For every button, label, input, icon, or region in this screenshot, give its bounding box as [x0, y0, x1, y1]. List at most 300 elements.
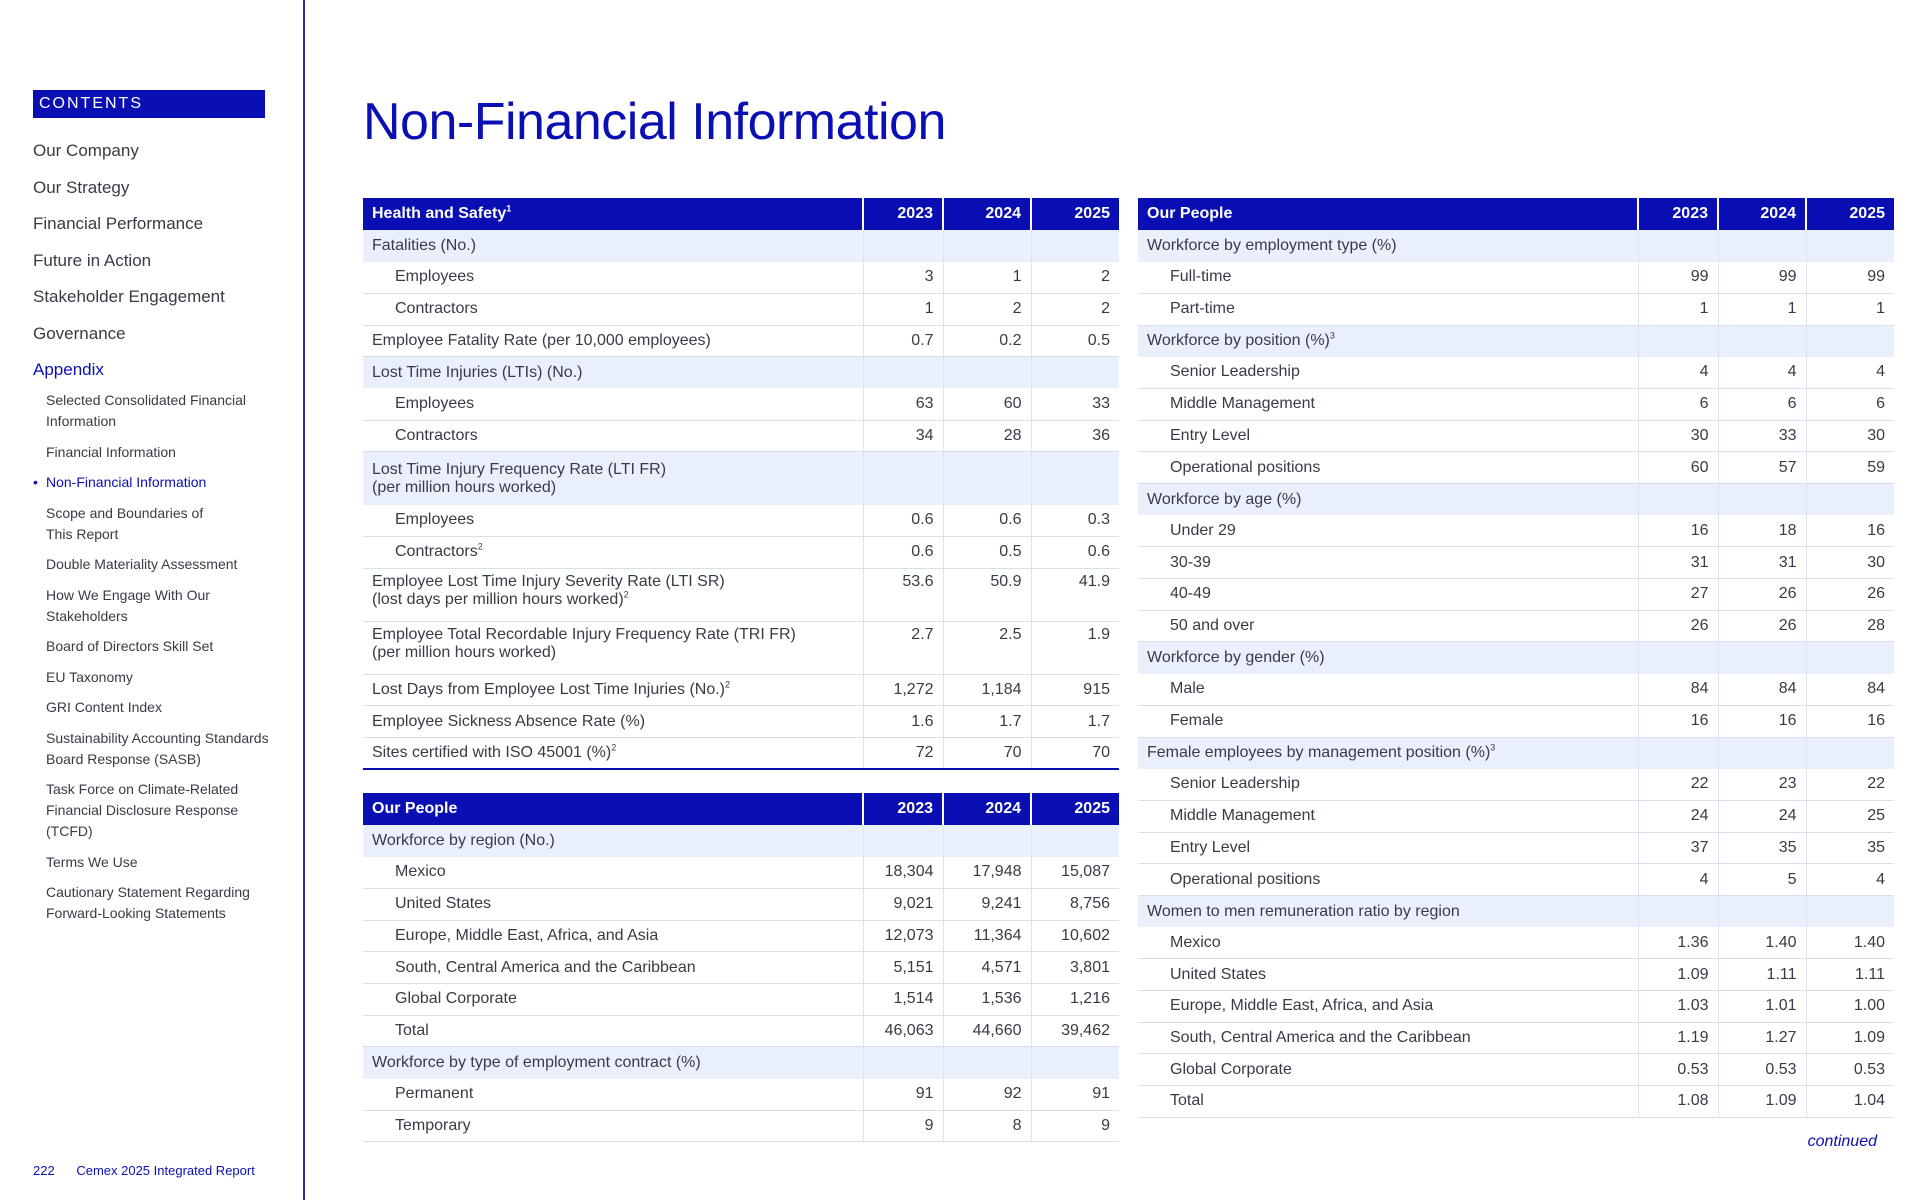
table-title-text: Our People — [372, 800, 458, 817]
current-page-bullet-icon: • — [33, 474, 38, 490]
table-row — [1138, 769, 1894, 801]
footnote-marker: 3 — [1329, 330, 1335, 341]
section-row — [1138, 325, 1894, 357]
value-cell: 26 — [1638, 610, 1718, 642]
year-header: 2023 — [863, 198, 943, 230]
nav-sub-item-cautionary-statement[interactable]: Cautionary Statement Regarding Forward-Looking Statements — [46, 884, 250, 921]
table-row — [363, 983, 1119, 1015]
table-row — [1138, 1086, 1894, 1118]
row-label — [1138, 864, 1638, 896]
value-cell: 50.9 — [943, 568, 1031, 621]
value-cell: 27 — [1638, 579, 1718, 611]
value-cell: 84 — [1806, 674, 1894, 706]
header-row — [363, 198, 1119, 230]
row-label-text: Female — [1170, 712, 1224, 730]
value-cell: 31 — [1638, 547, 1718, 579]
value-cell — [1806, 484, 1894, 516]
nav-sub-item-sasb[interactable]: Sustainability Accounting Standards Board Response (SASB) — [46, 729, 269, 767]
value-cell: 22 — [1638, 769, 1718, 801]
value-cell: 70 — [943, 738, 1031, 770]
table-row — [363, 325, 1119, 357]
row-label-text: United States — [395, 895, 492, 913]
value-cell — [1718, 484, 1806, 516]
row-label — [1138, 452, 1638, 484]
footnote-marker: 2 — [611, 742, 617, 753]
section-row — [1138, 642, 1894, 674]
year-header: 2023 — [863, 793, 943, 825]
value-cell: 0.53 — [1718, 1054, 1806, 1086]
value-cell: 18 — [1718, 515, 1806, 547]
value-cell — [1031, 1047, 1119, 1079]
value-cell: 3,801 — [1031, 952, 1119, 984]
value-cell: 9 — [1031, 1110, 1119, 1142]
value-cell — [863, 230, 943, 262]
value-cell: 44,660 — [943, 1015, 1031, 1047]
row-label-text: Global Corporate — [395, 990, 517, 1008]
row-label-text: Fatalities (No.) — [372, 236, 477, 254]
row-label — [363, 674, 863, 706]
row-label — [363, 388, 863, 420]
value-cell: 0.5 — [1031, 325, 1119, 357]
row-label-text: Lost Time Injury Frequency Rate (LTI FR) — [372, 460, 667, 478]
value-cell: 0.53 — [1638, 1054, 1718, 1086]
value-cell: 37 — [1638, 832, 1718, 864]
row-label — [363, 825, 863, 857]
value-cell — [1806, 895, 1894, 927]
row-label-text: Full-time — [1170, 268, 1232, 286]
value-cell — [1031, 452, 1119, 505]
row-label-text: Employees — [395, 511, 475, 529]
value-cell: 6 — [1806, 388, 1894, 420]
row-label-text: United States — [1170, 965, 1267, 983]
footnote-marker: 2 — [725, 679, 731, 690]
year-header: 2025 — [1806, 198, 1894, 230]
value-cell — [943, 825, 1031, 857]
section-row — [1138, 737, 1894, 769]
nav-item-financial-performance[interactable]: Financial Performance — [33, 214, 204, 233]
value-cell: 1.11 — [1718, 959, 1806, 991]
table-row — [1138, 991, 1894, 1023]
value-cell: 2 — [1031, 262, 1119, 294]
section-row — [1138, 230, 1894, 262]
value-cell: 23 — [1718, 769, 1806, 801]
table-row — [1138, 705, 1894, 737]
nav-sub-item-financial-information[interactable]: Financial Information — [46, 443, 176, 460]
value-cell: 99 — [1806, 262, 1894, 294]
nav-sub-item-non-financial-information[interactable] — [33, 472, 296, 493]
row-label-text: Contractors — [395, 543, 478, 561]
row-label-text: Total — [395, 1021, 429, 1039]
value-cell: 10,602 — [1031, 920, 1119, 952]
row-label — [363, 568, 863, 621]
row-label-subtext: (per million hours worked) — [372, 643, 557, 661]
row-label — [363, 357, 863, 389]
year-header: 2024 — [943, 198, 1031, 230]
row-label — [1138, 547, 1638, 579]
value-cell: 22 — [1806, 769, 1894, 801]
value-cell: 1 — [943, 262, 1031, 294]
value-cell: 3 — [863, 262, 943, 294]
nav-item-our-company[interactable]: Our Company — [33, 141, 139, 160]
value-cell: 1,536 — [943, 983, 1031, 1015]
value-cell: 34 — [863, 420, 943, 452]
value-cell — [863, 825, 943, 857]
row-label-text: Total — [1170, 1092, 1204, 1110]
table-header — [363, 793, 1119, 825]
nav-sub-item-board-skill-set[interactable]: Board of Directors Skill Set — [46, 638, 214, 654]
value-cell: 4 — [1718, 357, 1806, 389]
value-cell: 30 — [1806, 547, 1894, 579]
value-cell — [1638, 484, 1718, 516]
value-cell: 1 — [863, 293, 943, 325]
value-cell: 15,087 — [1031, 857, 1119, 889]
row-label-text: Permanent — [395, 1085, 474, 1103]
value-cell: 18,304 — [863, 857, 943, 889]
table-row — [363, 1079, 1119, 1111]
value-cell — [1718, 895, 1806, 927]
row-label-text: Workforce by position (%) — [1147, 332, 1330, 350]
value-cell: 0.3 — [1031, 505, 1119, 537]
table-row — [1138, 674, 1894, 706]
value-cell: 1 — [1806, 293, 1894, 325]
value-cell: 26 — [1718, 579, 1806, 611]
value-cell: 915 — [1031, 674, 1119, 706]
value-cell: 70 — [1031, 738, 1119, 770]
table-row — [1138, 864, 1894, 896]
row-label-text: Male — [1170, 680, 1205, 698]
row-label-text: 30-39 — [1170, 553, 1211, 571]
continued-label: continued — [1807, 1133, 1877, 1150]
value-cell: 2 — [1031, 293, 1119, 325]
row-label — [1138, 832, 1638, 864]
row-label-text: Employees — [395, 395, 475, 413]
value-cell: 6 — [1718, 388, 1806, 420]
value-cell: 1.27 — [1718, 1022, 1806, 1054]
row-label — [363, 1079, 863, 1111]
row-label-text: Employees — [395, 268, 475, 286]
row-label-text: Employee Sickness Absence Rate (%) — [372, 712, 646, 730]
row-label-text: South, Central America and the Caribbean — [395, 958, 696, 976]
row-label — [363, 1015, 863, 1047]
value-cell: 1.04 — [1806, 1086, 1894, 1118]
nav-item-our-strategy[interactable]: Our Strategy — [33, 177, 130, 197]
footnote-marker: 1 — [506, 203, 512, 214]
table-row — [363, 1015, 1119, 1047]
value-cell — [1718, 230, 1806, 262]
table-row — [1138, 610, 1894, 642]
value-cell: 28 — [1806, 610, 1894, 642]
value-cell: 5,151 — [863, 952, 943, 984]
table-row — [1138, 293, 1894, 325]
nav-item-appendix[interactable]: Appendix — [33, 360, 104, 379]
value-cell — [1638, 642, 1718, 674]
footnote-marker: 2 — [623, 589, 629, 600]
table-row — [363, 420, 1119, 452]
value-cell — [1718, 642, 1806, 674]
value-cell: 0.53 — [1806, 1054, 1894, 1086]
value-cell: 30 — [1806, 420, 1894, 452]
table-body — [363, 825, 1119, 1142]
nav-item-governance[interactable]: Governance — [33, 323, 126, 343]
value-cell — [1031, 230, 1119, 262]
nav-item-future-in-action[interactable]: Future in Action — [33, 250, 152, 270]
value-cell — [943, 452, 1031, 505]
table-row — [363, 920, 1119, 952]
row-label-text: Europe, Middle East, Africa, and Asia — [1170, 997, 1434, 1015]
value-cell: 1 — [1718, 293, 1806, 325]
table-title — [1138, 198, 1638, 230]
row-label-text: Workforce by employment type (%) — [1147, 236, 1397, 254]
contents-label[interactable]: CONTENTS — [33, 90, 265, 118]
table-row — [1138, 1022, 1894, 1054]
row-label — [1138, 579, 1638, 611]
row-label — [1138, 769, 1638, 801]
table-title-text: Health and Safety — [372, 205, 507, 222]
row-label-text: Female employees by management position (%) — [1147, 744, 1491, 762]
table-title-text: Our People — [1147, 205, 1233, 222]
value-cell — [1718, 737, 1806, 769]
row-label-text: Employee Lost Time Injury Severity Rate (LTI SR) — [372, 572, 725, 590]
value-cell: 99 — [1638, 262, 1718, 294]
year-header: 2023 — [1638, 198, 1718, 230]
row-label — [1138, 991, 1638, 1023]
value-cell: 9,021 — [863, 888, 943, 920]
value-cell: 57 — [1718, 452, 1806, 484]
value-cell: 1.7 — [1031, 706, 1119, 738]
table-row — [363, 293, 1119, 325]
table-row — [363, 706, 1119, 738]
table-row — [363, 888, 1119, 920]
row-label-text: Entry Level — [1170, 426, 1251, 444]
row-label — [363, 293, 863, 325]
value-cell: 0.2 — [943, 325, 1031, 357]
row-label — [1138, 357, 1638, 389]
row-label — [1138, 1086, 1638, 1118]
value-cell: 33 — [1031, 388, 1119, 420]
table-row — [1138, 579, 1894, 611]
row-label-text: Operational positions — [1170, 870, 1321, 888]
value-cell: 2.7 — [863, 621, 943, 674]
value-cell: 11,364 — [943, 920, 1031, 952]
table-row — [363, 505, 1119, 537]
value-cell: 30 — [1638, 420, 1718, 452]
row-label-text: Europe, Middle East, Africa, and Asia — [395, 926, 659, 944]
value-cell: 35 — [1806, 832, 1894, 864]
sidebar — [0, 0, 305, 1200]
value-cell: 1.6 — [863, 706, 943, 738]
value-cell: 6 — [1638, 388, 1718, 420]
value-cell: 17,948 — [943, 857, 1031, 889]
row-label — [363, 452, 863, 505]
row-label-text: Contractors — [395, 426, 478, 444]
value-cell: 91 — [863, 1079, 943, 1111]
report-name: Cemex 2025 Integrated Report — [76, 1163, 255, 1178]
nav-sub-item-double-materiality[interactable]: Double Materiality Assessment — [46, 556, 238, 572]
value-cell: 2 — [943, 293, 1031, 325]
table-row — [1138, 927, 1894, 959]
table-row — [363, 388, 1119, 420]
row-label — [1138, 420, 1638, 452]
year-header: 2025 — [1031, 198, 1119, 230]
value-cell: 99 — [1718, 262, 1806, 294]
table-header — [363, 198, 1119, 230]
nav-main — [33, 138, 293, 394]
value-cell: 24 — [1638, 800, 1718, 832]
value-cell: 16 — [1638, 705, 1718, 737]
value-cell — [1718, 325, 1806, 357]
table-row — [1138, 452, 1894, 484]
value-cell: 28 — [943, 420, 1031, 452]
value-cell: 41.9 — [1031, 568, 1119, 621]
row-label-text: South, Central America and the Caribbean — [1170, 1029, 1471, 1047]
value-cell: 63 — [863, 388, 943, 420]
value-cell: 4 — [1638, 357, 1718, 389]
our-people-table-right — [1138, 198, 1894, 1118]
value-cell: 8 — [943, 1110, 1031, 1142]
row-label — [1138, 388, 1638, 420]
row-label-text: Workforce by type of employment contract (%) — [372, 1053, 701, 1071]
value-cell: 0.6 — [1031, 537, 1119, 569]
row-label — [363, 621, 863, 674]
nav-sub-item-selected-financial[interactable]: Selected Consolidated Financial Information — [46, 392, 247, 429]
value-cell: 53.6 — [863, 568, 943, 621]
row-label — [363, 706, 863, 738]
row-label-text: Mexico — [395, 863, 446, 881]
value-cell: 1.09 — [1718, 1086, 1806, 1118]
table-body — [363, 230, 1119, 769]
row-label — [1138, 230, 1638, 262]
value-cell: 1,514 — [863, 983, 943, 1015]
value-cell: 1.7 — [943, 706, 1031, 738]
value-cell: 9,241 — [943, 888, 1031, 920]
row-label-text: Part-time — [1170, 300, 1235, 318]
row-label — [363, 505, 863, 537]
table-row — [363, 674, 1119, 706]
value-cell — [1806, 325, 1894, 357]
value-cell — [1638, 325, 1718, 357]
value-cell: 1 — [1638, 293, 1718, 325]
row-label-text: Under 29 — [1170, 521, 1236, 539]
value-cell: 4 — [1638, 864, 1718, 896]
table-header — [1138, 198, 1894, 230]
value-cell — [943, 230, 1031, 262]
row-label — [363, 983, 863, 1015]
value-cell: 0.6 — [943, 505, 1031, 537]
row-label — [1138, 1054, 1638, 1086]
value-cell: 1.08 — [1638, 1086, 1718, 1118]
nav-sub-item-engage-stakeholders[interactable]: How We Engage With Our Stakeholders — [46, 586, 210, 624]
value-cell: 36 — [1031, 420, 1119, 452]
value-cell: 92 — [943, 1079, 1031, 1111]
header-row — [1138, 198, 1894, 230]
table-row — [1138, 800, 1894, 832]
row-label — [363, 857, 863, 889]
value-cell — [1806, 737, 1894, 769]
value-cell: 4,571 — [943, 952, 1031, 984]
value-cell — [863, 1047, 943, 1079]
value-cell: 12,073 — [863, 920, 943, 952]
section-row — [363, 825, 1119, 857]
footnote-marker: 2 — [477, 542, 483, 553]
row-label — [1138, 515, 1638, 547]
row-label-text: Entry Level — [1170, 838, 1251, 856]
table-row — [363, 738, 1119, 770]
value-cell — [943, 1047, 1031, 1079]
nav-item-stakeholder-engagement[interactable]: Stakeholder Engagement — [33, 287, 225, 306]
row-label-text: 50 and over — [1170, 617, 1255, 635]
value-cell: 1,184 — [943, 674, 1031, 706]
row-label — [363, 920, 863, 952]
value-cell: 1.40 — [1806, 927, 1894, 959]
value-cell: 1.03 — [1638, 991, 1718, 1023]
row-label — [363, 738, 863, 770]
row-label — [363, 1110, 863, 1142]
row-label-text: Workforce by region (No.) — [372, 831, 555, 849]
health-safety-table — [363, 198, 1119, 770]
table-body — [1138, 230, 1894, 1117]
row-label — [363, 1047, 863, 1079]
row-label — [1138, 293, 1638, 325]
row-label — [1138, 959, 1638, 991]
row-label-text: Employee Fatality Rate (per 10,000 employees) — [372, 331, 711, 349]
row-label-text: Middle Management — [1170, 395, 1315, 413]
nav-sub-item-terms[interactable]: Terms We Use — [46, 853, 138, 870]
row-label — [1138, 737, 1638, 769]
value-cell: 84 — [1638, 674, 1718, 706]
nav-sub-item-scope-boundaries[interactable]: Scope and Boundaries of This Report — [46, 504, 204, 542]
table-row — [363, 621, 1119, 674]
value-cell: 72 — [863, 738, 943, 770]
value-cell: 1.9 — [1031, 621, 1119, 674]
value-cell — [1638, 737, 1718, 769]
section-row — [363, 1047, 1119, 1079]
value-cell: 91 — [1031, 1079, 1119, 1111]
value-cell: 60 — [1638, 452, 1718, 484]
row-label — [1138, 927, 1638, 959]
row-label — [363, 262, 863, 294]
our-people-table-left — [363, 793, 1119, 1142]
value-cell: 26 — [1718, 610, 1806, 642]
value-cell: 1.40 — [1718, 927, 1806, 959]
value-cell: 4 — [1806, 357, 1894, 389]
row-label-text: Workforce by age (%) — [1147, 490, 1302, 508]
value-cell: 2.5 — [943, 621, 1031, 674]
value-cell: 16 — [1638, 515, 1718, 547]
row-label — [363, 537, 863, 569]
nav-sub-item-gri-index[interactable]: GRI Content Index — [46, 699, 162, 715]
value-cell: 60 — [943, 388, 1031, 420]
table-row — [1138, 959, 1894, 991]
value-cell — [1031, 825, 1119, 857]
value-cell — [943, 357, 1031, 389]
header-row — [363, 793, 1119, 825]
value-cell: 4 — [1806, 864, 1894, 896]
value-cell: 1.09 — [1806, 1022, 1894, 1054]
row-label — [1138, 610, 1638, 642]
section-row — [1138, 484, 1894, 516]
value-cell — [1806, 230, 1894, 262]
row-label-text: Lost Days from Employee Lost Time Injuries (No.) — [372, 681, 726, 699]
nav-sub-item-tcfd[interactable]: Task Force on Climate-Related Financial Disclosure Response (TCFD) — [46, 781, 239, 839]
row-label-text: Lost Time Injuries (LTIs) (No.) — [372, 363, 583, 381]
table-row — [363, 857, 1119, 889]
table-row — [1138, 420, 1894, 452]
value-cell: 1.01 — [1718, 991, 1806, 1023]
table-row — [1138, 388, 1894, 420]
row-label — [363, 325, 863, 357]
nav-sub-item-eu-taxonomy[interactable]: EU Taxonomy — [46, 668, 133, 685]
row-label — [1138, 800, 1638, 832]
